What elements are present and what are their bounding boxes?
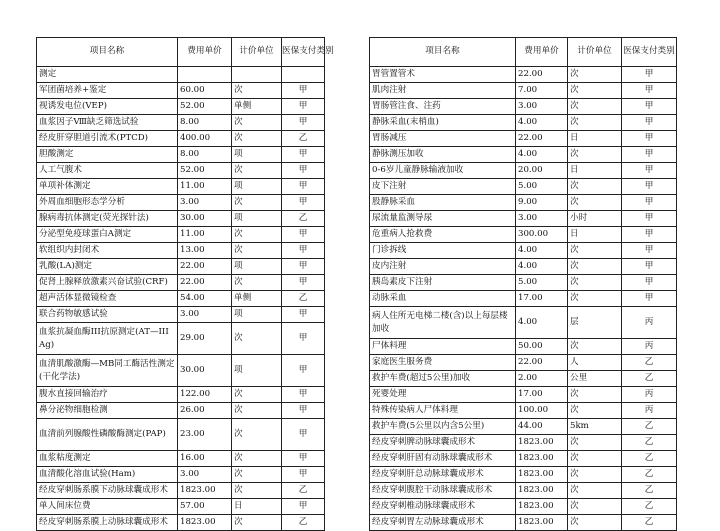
cell-unit-price: 9.00 [516, 195, 568, 211]
cell-unit-price: 52.00 [178, 163, 232, 179]
cell-insurance-category: 乙 [622, 355, 677, 371]
table-row [370, 99, 677, 115]
cell-unit-price: 17.00 [516, 291, 568, 307]
table-row [37, 355, 325, 387]
cell-insurance-category: 乙 [622, 451, 677, 467]
cell-unit-price: 122.00 [178, 387, 232, 403]
header-billing-unit: 计价单位 [568, 38, 622, 67]
cell-unit-price: 300.00 [516, 227, 568, 243]
cell-unit-price: 16.00 [178, 451, 232, 467]
cell-unit-price: 7.00 [516, 83, 568, 99]
cell-insurance-category: 甲 [622, 291, 677, 307]
cell-insurance-category: 甲 [622, 83, 677, 99]
cell-item-name: 血清酸化溶血试验(Ham) [37, 467, 178, 483]
cell-item-name: 胃管置管术 [370, 67, 516, 83]
cell-billing-unit: 公里 [568, 371, 622, 387]
cell-billing-unit: 次 [232, 483, 282, 499]
cell-unit-price [178, 67, 232, 83]
cell-item-name: 尿流量监测导尿 [370, 211, 516, 227]
table-row [370, 291, 677, 307]
cell-unit-price: 4.00 [516, 259, 568, 275]
table-row [370, 275, 677, 291]
cell-item-name: 经皮穿刺肝固有动脉球囊成形术 [370, 451, 516, 467]
cell-insurance-category: 甲 [282, 243, 325, 259]
table-row [37, 83, 325, 99]
cell-billing-unit: 次 [568, 291, 622, 307]
cell-unit-price: 100.00 [516, 403, 568, 419]
cell-unit-price: 1823.00 [516, 515, 568, 531]
table-row [370, 387, 677, 403]
table-row [37, 195, 325, 211]
cell-insurance-category: 甲 [622, 99, 677, 115]
cell-insurance-category: 乙 [622, 419, 677, 435]
cell-insurance-category: 甲 [622, 195, 677, 211]
cell-billing-unit: 项 [232, 147, 282, 163]
cell-insurance-category: 甲 [282, 163, 325, 179]
cell-unit-price: 3.00 [516, 211, 568, 227]
cell-billing-unit: 次 [568, 67, 622, 83]
cell-insurance-category: 甲 [622, 67, 677, 83]
table-row [37, 515, 325, 531]
cell-insurance-category: 乙 [622, 467, 677, 483]
cell-billing-unit: 次 [568, 147, 622, 163]
cell-billing-unit: 日 [568, 131, 622, 147]
cell-item-name: 经皮肝穿胆道引流术(PTCD) [37, 131, 178, 147]
cell-item-name: 超声活体显微镜检查 [37, 291, 178, 307]
cell-billing-unit: 次 [232, 131, 282, 147]
cell-insurance-category: 乙 [282, 483, 325, 499]
fee-table-left [36, 37, 334, 531]
cell-item-name: 危重病人抢救费 [370, 227, 516, 243]
table-row [37, 451, 325, 467]
cell-insurance-category: 甲 [282, 83, 325, 99]
table-row [370, 115, 677, 131]
table-row [370, 131, 677, 147]
cell-item-name: 血浆因子Ⅷ缺乏筛选试验 [37, 115, 178, 131]
cell-unit-price: 3.00 [516, 99, 568, 115]
table-row [370, 211, 677, 227]
cell-unit-price: 54.00 [178, 291, 232, 307]
cell-item-name: 胆酸测定 [37, 147, 178, 163]
cell-unit-price: 1823.00 [178, 515, 232, 531]
cell-item-name: 门诊拆线 [370, 243, 516, 259]
cell-item-name: 胃肠减压 [370, 131, 516, 147]
cell-item-name: 胃肠管注食、注药 [370, 99, 516, 115]
cell-billing-unit: 单侧 [232, 291, 282, 307]
cell-billing-unit: 单侧 [232, 99, 282, 115]
cell-insurance-category: 甲 [282, 307, 325, 323]
cell-unit-price: 60.00 [178, 83, 232, 99]
table-row [37, 403, 325, 419]
cell-billing-unit: 次 [232, 83, 282, 99]
cell-insurance-category: 甲 [282, 467, 325, 483]
table-row [370, 179, 677, 195]
table-row [370, 419, 677, 435]
table-row [370, 195, 677, 211]
cell-billing-unit: 次 [232, 243, 282, 259]
header-item-name: 项目名称 [370, 38, 516, 67]
cell-item-name: 0-6岁儿童静脉输液加收 [370, 163, 516, 179]
cell-unit-price: 44.00 [516, 419, 568, 435]
cell-billing-unit: 次 [232, 275, 282, 291]
cell-item-name: 血清前列腺酸性磷酸酶测定(PAP) [37, 419, 178, 451]
cell-billing-unit: 次 [568, 195, 622, 211]
cell-insurance-category: 丙 [622, 339, 677, 355]
cell-billing-unit: 次 [568, 179, 622, 195]
cell-item-name: 特殊传染病人尸体料理 [370, 403, 516, 419]
cell-insurance-category: 甲 [282, 195, 325, 211]
header-insurance-category: 医保支付类别 [622, 38, 677, 67]
cell-billing-unit: 次 [568, 435, 622, 451]
cell-insurance-category: 甲 [282, 419, 325, 451]
cell-unit-price: 22.00 [516, 67, 568, 83]
table-row [37, 307, 325, 323]
table-row [37, 499, 325, 515]
table-row [370, 435, 677, 451]
cell-unit-price: 1823.00 [516, 435, 568, 451]
cell-insurance-category: 甲 [282, 227, 325, 243]
cell-insurance-category: 甲 [282, 179, 325, 195]
cell-unit-price: 4.00 [516, 115, 568, 131]
cell-item-name: 经皮穿刺腹腔干动脉球囊成形术 [370, 483, 516, 499]
cell-insurance-category: 乙 [282, 515, 325, 531]
table-row [37, 115, 325, 131]
cell-item-name: 腹水直接回输治疗 [37, 387, 178, 403]
cell-billing-unit: 项 [232, 179, 282, 195]
table-row [37, 275, 325, 291]
table-row [370, 451, 677, 467]
cell-insurance-category: 甲 [282, 451, 325, 467]
cell-unit-price: 8.00 [178, 115, 232, 131]
cell-insurance-category: 甲 [622, 163, 677, 179]
cell-insurance-category: 甲 [622, 115, 677, 131]
cell-unit-price: 1823.00 [516, 467, 568, 483]
cell-billing-unit: 项 [232, 355, 282, 387]
cell-item-name: 尸体料理 [370, 339, 516, 355]
cell-insurance-category: 甲 [622, 147, 677, 163]
cell-insurance-category: 乙 [282, 291, 325, 307]
cell-insurance-category: 甲 [622, 227, 677, 243]
cell-item-name: 血浆抗凝血酶III抗原测定(AT—III Ag) [37, 323, 178, 355]
cell-item-name: 肌肉注射 [370, 83, 516, 99]
cell-item-name: 单项补体测定 [37, 179, 178, 195]
cell-billing-unit: 项 [232, 211, 282, 227]
cell-insurance-category: 甲 [622, 131, 677, 147]
cell-insurance-category: 甲 [622, 211, 677, 227]
cell-item-name: 分泌型免疫球蛋白A测定 [37, 227, 178, 243]
cell-billing-unit: 次 [568, 483, 622, 499]
cell-insurance-category: 甲 [282, 387, 325, 403]
table-row [37, 179, 325, 195]
cell-item-name: 鼻分泌物细胞检测 [37, 403, 178, 419]
cell-insurance-category: 甲 [282, 99, 325, 115]
header-unit-price: 费用单价 [516, 38, 568, 67]
cell-billing-unit: 次 [568, 451, 622, 467]
cell-billing-unit: 日 [568, 163, 622, 179]
cell-billing-unit: 次 [232, 515, 282, 531]
cell-unit-price: 30.00 [178, 355, 232, 387]
cell-unit-price: 5.00 [516, 275, 568, 291]
cell-billing-unit: 次 [232, 467, 282, 483]
cell-item-name: 腺病毒抗体测定(荧光探针法) [37, 211, 178, 227]
cell-billing-unit: 次 [232, 115, 282, 131]
cell-insurance-category: 丙 [622, 387, 677, 403]
cell-item-name: 经皮穿刺肝总动脉球囊成形术 [370, 467, 516, 483]
cell-unit-price: 3.00 [178, 307, 232, 323]
cell-item-name: 测定 [37, 67, 178, 83]
cell-unit-price: 20.00 [516, 163, 568, 179]
cell-item-name: 死婴处理 [370, 387, 516, 403]
table-row [370, 339, 677, 355]
table-row [37, 483, 325, 499]
cell-insurance-category: 甲 [282, 147, 325, 163]
table-row [37, 99, 325, 115]
cell-billing-unit: 5km [568, 419, 622, 435]
table-row [370, 483, 677, 499]
header-insurance-category: 医保支付类别 [282, 38, 325, 67]
cell-unit-price: 11.00 [178, 227, 232, 243]
cell-item-name: 促肾上腺释放激素兴奋试验(CRF) [37, 275, 178, 291]
cell-item-name: 乳酸(LA)测定 [37, 259, 178, 275]
cell-unit-price: 11.00 [178, 179, 232, 195]
cell-item-name: 救护车费(超过5公里)加收 [370, 371, 516, 387]
cell-billing-unit: 次 [232, 163, 282, 179]
table-row [37, 387, 325, 403]
cell-item-name: 皮下注射 [370, 179, 516, 195]
table-row [37, 291, 325, 307]
cell-insurance-category: 乙 [622, 483, 677, 499]
cell-billing-unit: 次 [232, 227, 282, 243]
cell-unit-price: 22.00 [178, 259, 232, 275]
cell-unit-price: 23.00 [178, 419, 232, 451]
cell-billing-unit: 次 [568, 99, 622, 115]
cell-insurance-category: 乙 [622, 499, 677, 515]
cell-insurance-category: 甲 [622, 275, 677, 291]
cell-unit-price: 17.00 [516, 387, 568, 403]
table-row [370, 307, 677, 339]
table-row [370, 515, 677, 531]
cell-insurance-category: 甲 [282, 403, 325, 419]
cell-insurance-category: 乙 [282, 131, 325, 147]
cell-item-name: 静脉采血(末梢血) [370, 115, 516, 131]
cell-item-name: 股静脉采血 [370, 195, 516, 211]
cell-item-name: 联合药物敏感试验 [37, 307, 178, 323]
cell-item-name: 经皮穿刺椎动脉球囊成形术 [370, 499, 516, 515]
cell-billing-unit: 次 [232, 451, 282, 467]
table-row [370, 163, 677, 179]
cell-billing-unit: 次 [568, 243, 622, 259]
cell-billing-unit: 次 [232, 195, 282, 211]
table-row [370, 83, 677, 99]
cell-item-name: 静脉测压加收 [370, 147, 516, 163]
cell-unit-price: 50.00 [516, 339, 568, 355]
cell-unit-price: 3.00 [178, 195, 232, 211]
cell-unit-price: 1823.00 [516, 483, 568, 499]
table-row [370, 227, 677, 243]
cell-insurance-category: 甲 [622, 259, 677, 275]
table-header-row [37, 38, 325, 67]
cell-item-name: 皮内注射 [370, 259, 516, 275]
table-row [37, 163, 325, 179]
cell-unit-price: 4.00 [516, 243, 568, 259]
table-row [370, 147, 677, 163]
cell-insurance-category: 甲 [282, 499, 325, 515]
table-row [37, 227, 325, 243]
cell-unit-price: 26.00 [178, 403, 232, 419]
cell-item-name: 经皮穿刺肠系膜下动脉球囊成形术 [37, 483, 178, 499]
table-row [37, 211, 325, 227]
cell-unit-price: 1823.00 [516, 499, 568, 515]
table-row [370, 67, 677, 83]
cell-unit-price: 22.00 [178, 275, 232, 291]
table-row [37, 467, 325, 483]
table-row [37, 67, 325, 83]
table-row [370, 355, 677, 371]
cell-unit-price: 5.00 [516, 179, 568, 195]
table-row [37, 131, 325, 147]
cell-unit-price: 57.00 [178, 499, 232, 515]
cell-unit-price: 2.00 [516, 371, 568, 387]
cell-insurance-category: 甲 [282, 275, 325, 291]
cell-item-name: 动脉采血 [370, 291, 516, 307]
cell-insurance-category: 丙 [622, 307, 677, 339]
cell-insurance-category: 甲 [622, 179, 677, 195]
cell-item-name: 视诱发电位(VEP) [37, 99, 178, 115]
cell-insurance-category: 甲 [282, 355, 325, 387]
table-row [37, 323, 325, 355]
header-item-name: 项目名称 [37, 38, 178, 67]
table-row [370, 499, 677, 515]
cell-billing-unit: 次 [568, 83, 622, 99]
table-row [37, 259, 325, 275]
table-row [37, 147, 325, 163]
cell-billing-unit: 项 [232, 259, 282, 275]
cell-unit-price: 30.00 [178, 211, 232, 227]
cell-billing-unit: 次 [568, 403, 622, 419]
cell-billing-unit: 次 [232, 323, 282, 355]
header-unit-price: 费用单价 [178, 38, 232, 67]
cell-insurance-category: 乙 [622, 515, 677, 531]
cell-item-name: 家庭医生服务费 [370, 355, 516, 371]
cell-unit-price: 13.00 [178, 243, 232, 259]
cell-billing-unit: 次 [232, 403, 282, 419]
cell-unit-price: 22.00 [516, 131, 568, 147]
cell-billing-unit: 次 [568, 387, 622, 403]
cell-unit-price: 52.00 [178, 99, 232, 115]
cell-insurance-category: 甲 [282, 259, 325, 275]
table-row [370, 467, 677, 483]
cell-item-name: 病人住所无电梯二楼(含)以上每层楼加收 [370, 307, 516, 339]
table-row [37, 243, 325, 259]
cell-billing-unit: 次 [568, 467, 622, 483]
cell-billing-unit: 次 [232, 419, 282, 451]
cell-billing-unit: 次 [568, 499, 622, 515]
cell-item-name: 血清肌酸激酶—MB同工酶活性测定(干化学法) [37, 355, 178, 387]
table-row [37, 419, 325, 451]
cell-unit-price: 1823.00 [178, 483, 232, 499]
cell-billing-unit: 次 [568, 515, 622, 531]
cell-billing-unit: 次 [568, 275, 622, 291]
cell-billing-unit: 人 [568, 355, 622, 371]
header-billing-unit: 计价单位 [232, 38, 282, 67]
cell-item-name: 单人间床位费 [37, 499, 178, 515]
cell-unit-price: 400.00 [178, 131, 232, 147]
cell-billing-unit: 次 [568, 259, 622, 275]
cell-item-name: 经皮穿刺脾动脉球囊成形术 [370, 435, 516, 451]
cell-billing-unit: 日 [568, 227, 622, 243]
cell-item-name: 血浆粘度测定 [37, 451, 178, 467]
cell-billing-unit: 层 [568, 307, 622, 339]
cell-insurance-category: 丙 [622, 403, 677, 419]
table-header-row [370, 38, 677, 67]
cell-unit-price: 1823.00 [516, 451, 568, 467]
cell-unit-price: 29.00 [178, 323, 232, 355]
table-row [370, 403, 677, 419]
cell-item-name: 胰岛素皮下注射 [370, 275, 516, 291]
cell-item-name: 经皮穿刺胃左动脉球囊成形术 [370, 515, 516, 531]
cell-item-name: 军团菌培养+鉴定 [37, 83, 178, 99]
fee-table-right [369, 37, 677, 531]
cell-insurance-category: 甲 [622, 243, 677, 259]
cell-unit-price: 3.00 [178, 467, 232, 483]
cell-insurance-category: 乙 [622, 371, 677, 387]
cell-billing-unit: 次 [232, 387, 282, 403]
cell-item-name: 软组织内封闭术 [37, 243, 178, 259]
table-row [370, 371, 677, 387]
cell-billing-unit: 日 [232, 499, 282, 515]
cell-item-name: 外周血细胞形态学分析 [37, 195, 178, 211]
cell-item-name: 经皮穿刺肠系膜上动脉球囊成形术 [37, 515, 178, 531]
cell-insurance-category: 甲 [282, 115, 325, 131]
cell-billing-unit: 小时 [568, 211, 622, 227]
cell-insurance-category: 甲 [282, 323, 325, 355]
cell-billing-unit [232, 67, 282, 83]
table-row [370, 259, 677, 275]
cell-insurance-category: 乙 [622, 435, 677, 451]
cell-unit-price: 4.00 [516, 307, 568, 339]
cell-unit-price: 4.00 [516, 147, 568, 163]
cell-billing-unit: 次 [568, 339, 622, 355]
cell-item-name: 救护车费(5公里以内含5公里) [370, 419, 516, 435]
cell-item-name: 人工气腹术 [37, 163, 178, 179]
cell-insurance-category [282, 67, 325, 83]
cell-insurance-category: 乙 [282, 211, 325, 227]
cell-billing-unit: 次 [568, 115, 622, 131]
cell-unit-price: 22.00 [516, 355, 568, 371]
cell-unit-price: 8.00 [178, 147, 232, 163]
cell-billing-unit: 项 [232, 307, 282, 323]
table-row [370, 243, 677, 259]
